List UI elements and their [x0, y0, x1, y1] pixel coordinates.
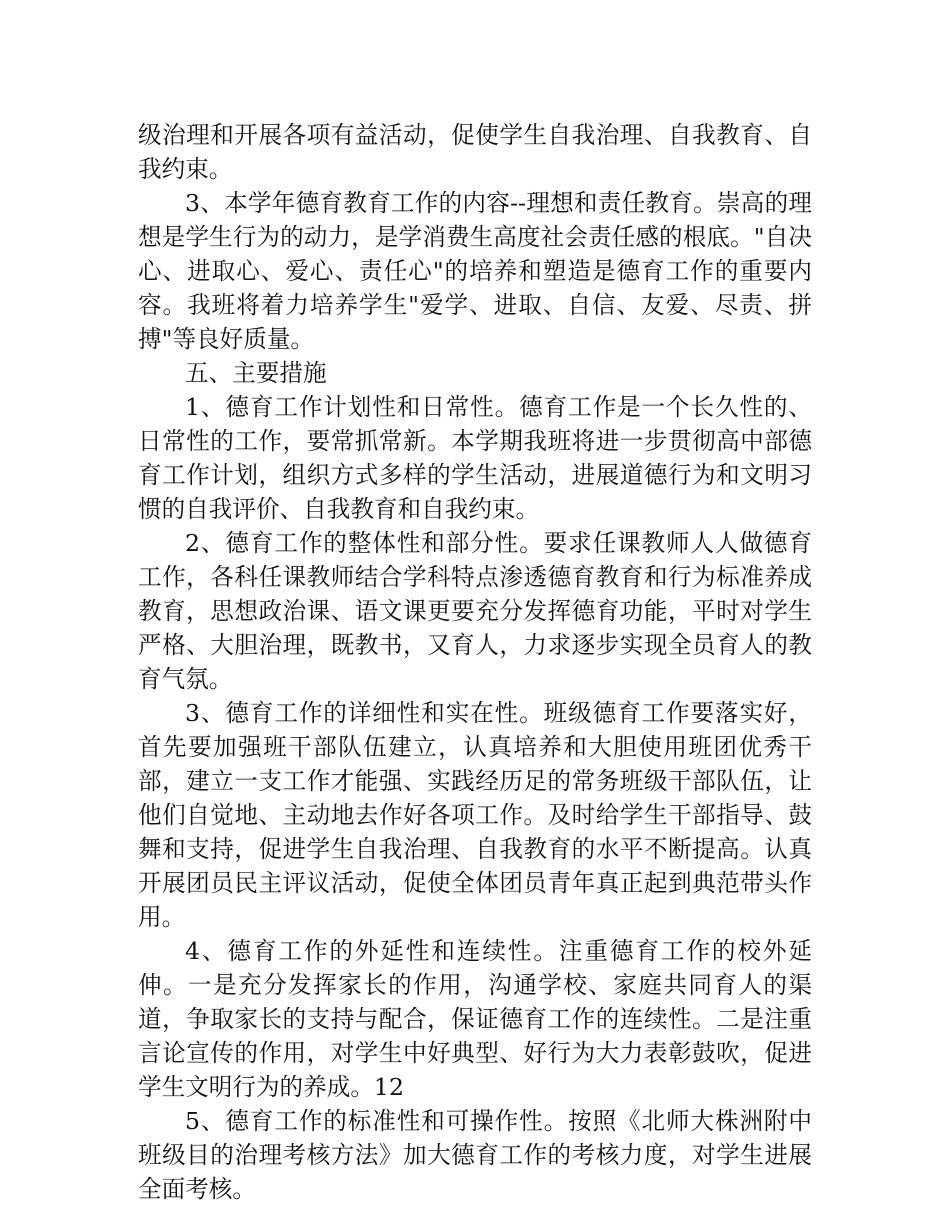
- document-body: [138, 118, 812, 1206]
- paragraph-measure-4: 4、德育工作的外延性和连续性。注重德育工作的校外延伸。一是充分发挥家长的作用，沟通学校、家庭共同育人的渠道，争取家长的支持与配合，保证德育工作的连续性。二是注重言论宣传的作用，对学生中好典型、好行为大力表彰鼓吹，促进学生文明行为的养成。12: [138, 937, 812, 1101]
- paragraph-measure-2: 2、德育工作的整体性和部分性。要求任课教师人人做德育工作，各科任课教师结合学科特点渗透德育教育和行为标准养成教育，思想政治课、语文课更要充分发挥德育功能，平时对学生严格、大胆治理，既教书，又育人，力求逐步实现全员育人的教育气氛。: [138, 529, 812, 693]
- paragraph-ideal-responsibility: 3、本学年德育教育工作的内容--理想和责任教育。崇高的理想是学生行为的动力，是学消费生高度社会责任感的根底。"自决心、进取心、爱心、责任心"的培养和塑造是德育工作的重要内容。我班将着力培养学生"爱学、进取、自信、友爱、尽责、拼搏"等良好质量。: [138, 189, 812, 353]
- section-heading-main-measures: 五、主要措施: [185, 359, 327, 387]
- paragraph-measure-1: 1、德育工作计划性和日常性。德育工作是一个长久性的、日常性的工作，要常抓常新。本学期我班将进一步贯彻高中部德育工作计划，组织方式多样的学生活动，进展道德行为和文明习惯的自我评价、自我教育和自我约束。: [138, 393, 812, 523]
- paragraph-continuation: 级治理和开展各项有益活动，促使学生自我治理、自我教育、自我约束。: [138, 121, 812, 183]
- paragraph-measure-3: 3、德育工作的详细性和实在性。班级德育工作要落实好，首先要加强班干部队伍建立，认真培养和大胆使用班团优秀干部，建立一支工作才能强、实践经历足的常务班级干部队伍，让他们自觉地、主动地去作好各项工作。及时给学生干部指导、鼓舞和支持，促进学生自我治理、自我教育的水平不断提高。认真开展团员民主评议活动，促使全体团员青年真正起到典范带头作用。: [138, 699, 812, 931]
- paragraph-measure-5: 5、德育工作的标准性和可操作性。按照《北师大株洲附中班级目的治理考核方法》加大德育工作的考核力度，对学生进展全面考核。: [138, 1107, 812, 1203]
